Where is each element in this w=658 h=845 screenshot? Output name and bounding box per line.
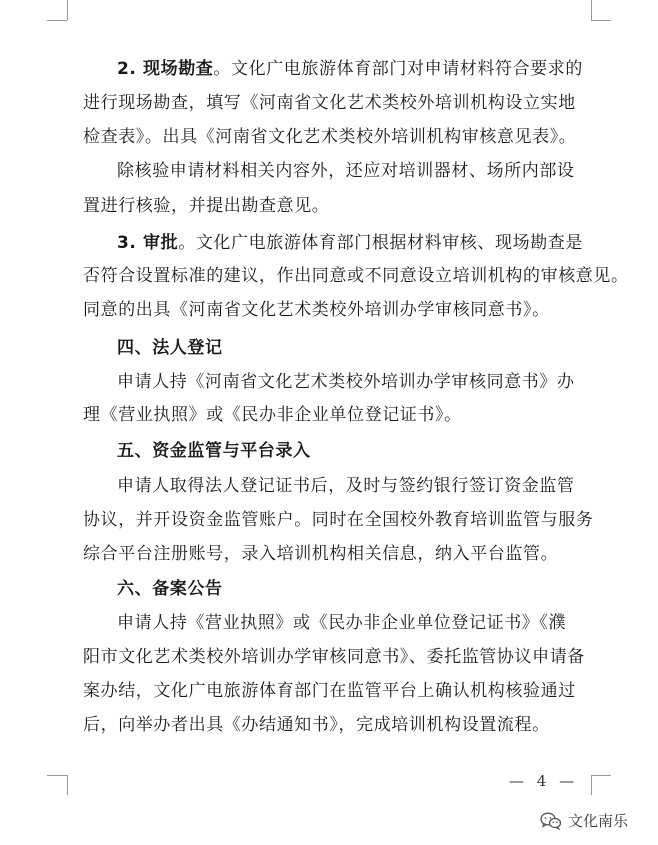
text-line: 案办结，文化广电旅游体育部门在监管平台上确认机构核验通过 [83, 681, 576, 701]
text-line: 后，向举办者出具《办结通知书》，完成培训机构设置流程。 [83, 715, 550, 735]
watermark [540, 810, 628, 831]
crop-mark [67, 0, 68, 20]
wechat-icon [540, 812, 562, 830]
text-line: 协议，并开设资金监管账户。同时在全国校外教育培训监管与服务 [83, 510, 594, 530]
crop-mark [47, 775, 67, 776]
crop-mark [67, 775, 68, 795]
text-line: 3. 审批。文化广电旅游体育部门根据材料审核、现场勘查是 [117, 233, 584, 253]
section-heading: 2. 现场勘查 [117, 59, 214, 79]
watermark-label: 文化南乐 [568, 812, 629, 830]
text-line: 阳市文化艺术类校外培训办学审核同意书》、委托监管协议申请备 [83, 647, 585, 667]
text-line: 综合平台注册账号，录入培训机构相关信息，纳入平台监管。 [83, 544, 559, 564]
text-line: 除核验申请材料相关内容外，还应对培训器材、场所内部设 [117, 161, 575, 181]
section-heading: 四、法人登记 [117, 338, 223, 358]
crop-mark [47, 20, 67, 21]
section-heading: 3. 审批 [117, 233, 179, 253]
text-line: 进行现场勘查，填写《河南省文化艺术类校外培训机构设立实地 [83, 93, 576, 113]
page-number: — 4 — [509, 772, 579, 790]
text-line: 申请人持《营业执照》或《民办非企业单位登记证书》《濮 [117, 613, 567, 633]
text-line: 否符合设置标准的建议，作出同意或不同意设立培训机构的审核意见。 [83, 266, 629, 286]
text-line: 同意的出具《河南省文化艺术类校外培训办学审核同意书》。 [83, 300, 550, 320]
text-line: 申请人持《河南省文化艺术类校外培训办学审核同意书》办 [117, 372, 575, 392]
text-line: 申请人取得法人登记证书后，及时与签约银行签订资金监管 [117, 476, 575, 496]
crop-mark [591, 775, 611, 776]
section-heading: 五、资金监管与平台录入 [117, 441, 311, 461]
crop-mark [591, 20, 611, 21]
text-line [117, 440, 311, 462]
text-line: 置进行核验，并提出勘查意见。 [83, 196, 330, 216]
crop-mark [591, 775, 592, 795]
text-line [117, 578, 223, 600]
section-heading: 六、备案公告 [117, 579, 223, 599]
text-line: 2. 现场勘查。文化广电旅游体育部门对申请材料符合要求的 [117, 59, 584, 79]
crop-mark [591, 0, 592, 20]
text-line [117, 337, 223, 359]
text-line: 检查表》。出具《河南省文化艺术类校外培训机构审核意见表》。 [83, 127, 577, 147]
text-line: 理《营业执照》或《民办非企业单位登记证书》。 [83, 405, 462, 425]
